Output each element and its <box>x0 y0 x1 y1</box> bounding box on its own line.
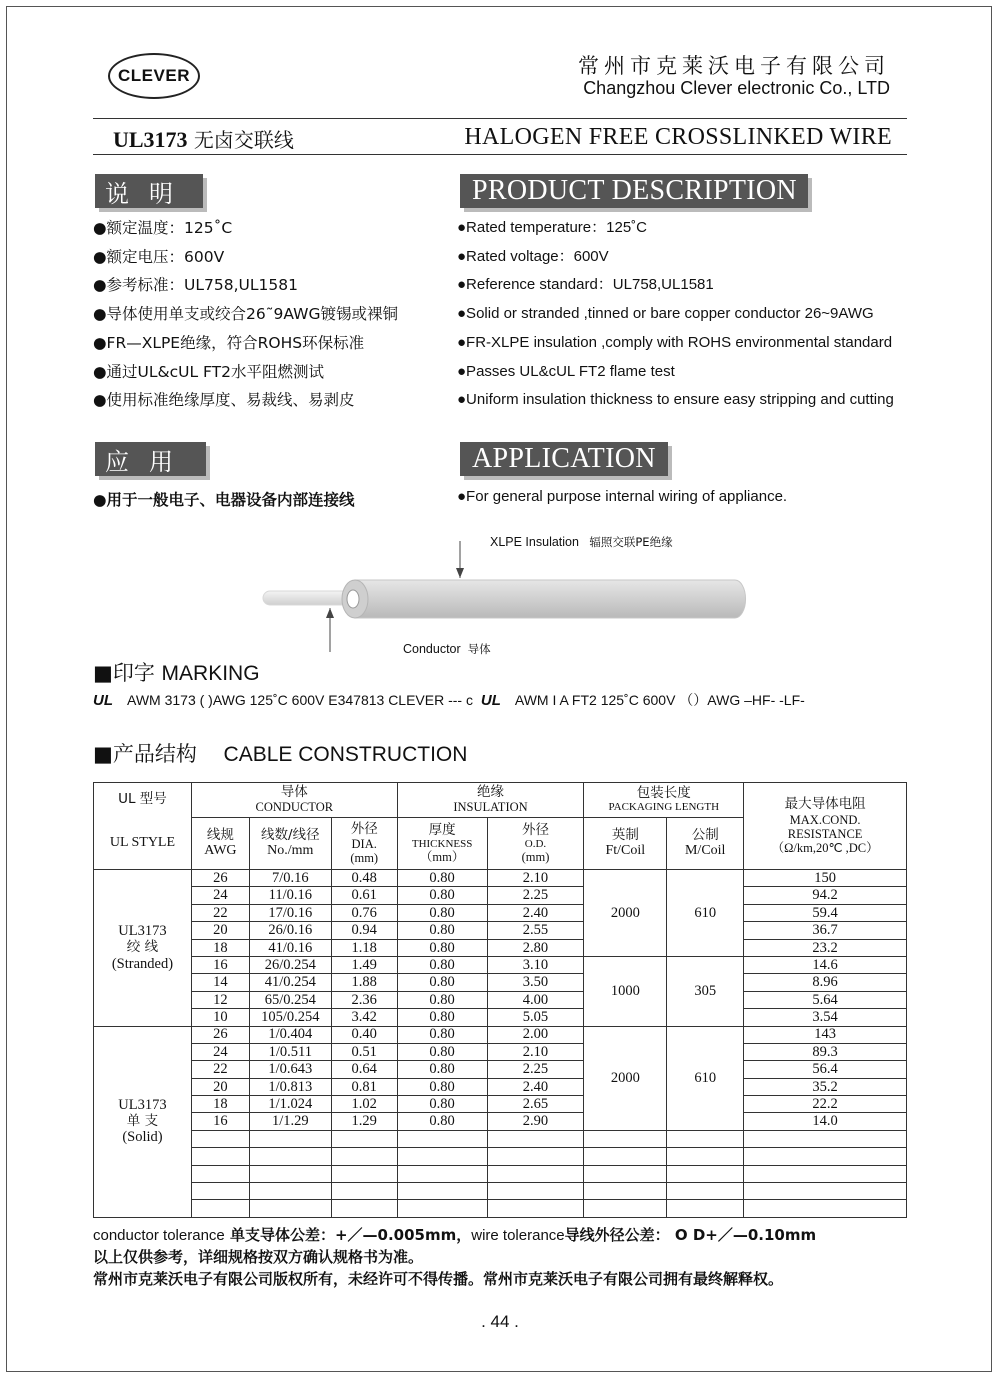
header-thickness-en: THICKNESS <box>411 837 473 850</box>
cell-od: 2.10 <box>487 1043 584 1060</box>
header-insulation-en: INSULATION <box>453 800 528 815</box>
table-row-empty <box>94 1165 907 1182</box>
header-od <box>487 817 584 870</box>
cell-thickness: 0.80 <box>397 1096 487 1113</box>
cell-od: 2.10 <box>487 870 584 887</box>
company-name-cn: 常州市克莱沃电子有限公司 <box>578 54 890 78</box>
cell-strand: 1/0.511 <box>249 1043 331 1060</box>
group-stranded-name2: 绞 线 <box>126 938 159 955</box>
group-solid-name1: UL3173 <box>118 1097 167 1114</box>
cell-resistance: 14.6 <box>744 956 907 973</box>
cell-strand: 65/0.254 <box>249 991 331 1008</box>
cell-dia: 0.64 <box>331 1061 397 1078</box>
reference-note: 以上仅供参考，详细规格按双方确认规格书为准。 <box>93 1248 424 1266</box>
construction-heading <box>93 738 467 768</box>
cell-awg: 18 <box>191 939 249 956</box>
marking-heading-en: MARKING <box>161 662 260 685</box>
conductor-label-cn: 导体 <box>467 642 491 656</box>
cell-awg: 20 <box>191 1078 249 1095</box>
cell-resistance: 3.54 <box>744 1009 907 1026</box>
cell-thickness: 0.80 <box>397 922 487 939</box>
title-cn-text: 无卤交联线 <box>193 128 294 152</box>
cell-resistance: 59.4 <box>744 904 907 921</box>
model-name: UL3173 <box>113 127 188 152</box>
header-rule-top <box>93 118 907 119</box>
cell-strand: 1/1.024 <box>249 1096 331 1113</box>
cell-od: 2.55 <box>487 922 584 939</box>
feature-cn: ●FR—XLPE绝缘，符合ROHS环保标准 <box>93 333 365 352</box>
group-stranded-label <box>94 870 192 1027</box>
tolerance-note-part3: wire tolerance <box>471 1227 565 1244</box>
cell-resistance: 150 <box>744 870 907 887</box>
table-row <box>94 870 907 887</box>
section-heading-application-cn: 应用 <box>95 442 206 476</box>
cell-od: 3.10 <box>487 956 584 973</box>
application-text-cn: ●用于一般电子、电器设备内部连接线 <box>93 491 355 509</box>
table-row-empty <box>94 1183 907 1200</box>
group-stranded-name1: UL3173 <box>118 923 167 940</box>
cell-strand: 1/0.643 <box>249 1061 331 1078</box>
header-resistance-cn: 最大导体电阻 <box>784 796 866 813</box>
features-en <box>457 214 894 415</box>
cell-awg: 20 <box>191 922 249 939</box>
cell-thickness: 0.80 <box>397 974 487 991</box>
table-row <box>94 991 907 1008</box>
header-ft-coil <box>584 817 667 870</box>
cell-resistance: 56.4 <box>744 1061 907 1078</box>
group-solid-name3: (Solid) <box>122 1129 163 1146</box>
cell-ft-coil: 1000 <box>584 956 667 1026</box>
section-heading-description-cn: 说明 <box>95 174 203 208</box>
feature-en: ●Rated voltage：600V <box>457 247 609 265</box>
header-thickness <box>397 817 487 870</box>
conductor-end <box>347 590 359 608</box>
ul-mark-icon: UL <box>480 692 501 709</box>
header-dia-en: DIA. <box>351 836 377 851</box>
cell-strand: 1/0.813 <box>249 1078 331 1095</box>
cell-awg: 16 <box>191 1113 249 1130</box>
cell-awg: 26 <box>191 1026 249 1043</box>
cell-strand: 26/0.16 <box>249 922 331 939</box>
header-dia <box>331 817 397 870</box>
table-row <box>94 1026 907 1043</box>
header-thickness-cn: 厚度 <box>428 821 456 838</box>
product-title-cn <box>113 124 294 153</box>
cell-resistance: 143 <box>744 1026 907 1043</box>
feature-en: ●Rated temperature：125˚C <box>457 219 647 236</box>
construction-heading-cn: ■产品结构 <box>93 742 197 766</box>
header-ul-style: UL STYLE <box>94 817 192 870</box>
header-ul-type <box>94 783 192 818</box>
marking-text <box>93 690 805 710</box>
header-awg-cn: 线规 <box>206 826 234 843</box>
header-awg <box>191 817 249 870</box>
cell-resistance: 36.7 <box>744 922 907 939</box>
header-conductor <box>191 783 397 818</box>
cell-resistance: 22.2 <box>744 1096 907 1113</box>
feature-cn: ●参考标准：UL758,UL1581 <box>93 276 298 295</box>
insulation-label <box>490 534 673 550</box>
tolerance-note-part2: 单支导体公差：+／—0.005mm， <box>224 1226 472 1244</box>
feature-en: ●Passes UL&cUL FT2 flame test <box>457 362 675 380</box>
feature-en: ●Solid or stranded ,tinned or bare copper conductor 26~9AWG <box>457 305 874 323</box>
header-ft-cn: 英制 <box>611 826 639 843</box>
cell-dia: 0.81 <box>331 1078 397 1095</box>
cell-thickness: 0.80 <box>397 1026 487 1043</box>
cell-od: 5.05 <box>487 1009 584 1026</box>
header-ft-en: Ft/Coil <box>605 842 646 858</box>
insulation-arrow <box>456 568 464 578</box>
feature-en: ●FR-XLPE insulation ,comply with ROHS environmental standard <box>457 333 893 351</box>
ul-mark-icon: UL <box>93 692 113 709</box>
cell-awg: 16 <box>191 956 249 973</box>
cell-awg: 18 <box>191 1096 249 1113</box>
company-name-en: Changzhou Clever electronic Co., LTD <box>583 78 890 98</box>
cell-strand: 7/0.16 <box>249 870 331 887</box>
cell-awg: 26 <box>191 870 249 887</box>
header-strand-en: No./mm <box>267 842 314 858</box>
table-row <box>94 1078 907 1095</box>
cell-strand: 105/0.254 <box>249 1009 331 1026</box>
cell-od: 2.40 <box>487 904 584 921</box>
table-row <box>94 1061 907 1078</box>
group-solid-name2: 单 支 <box>126 1112 159 1129</box>
table-row <box>94 974 907 991</box>
cell-strand: 1/1.29 <box>249 1113 331 1130</box>
marking-heading <box>93 657 260 687</box>
cell-dia: 0.61 <box>331 887 397 904</box>
cell-resistance: 23.2 <box>744 939 907 956</box>
table-row-empty <box>94 1130 907 1147</box>
product-title-en: HALOGEN FREE CROSSLINKED WIRE <box>464 124 892 150</box>
cell-dia: 0.51 <box>331 1043 397 1060</box>
header-packaging-cn: 包装长度 <box>636 785 691 802</box>
cell-dia: 0.76 <box>331 904 397 921</box>
feature-cn: ●额定电压：600V <box>93 247 225 266</box>
logo-text: CLEVER <box>118 66 190 85</box>
header-conductor-cn: 导体 <box>280 784 308 801</box>
cell-thickness: 0.80 <box>397 870 487 887</box>
cell-resistance: 8.96 <box>744 974 907 991</box>
table-row <box>94 939 907 956</box>
cell-dia: 3.42 <box>331 1009 397 1026</box>
conductor-label-en: Conductor <box>403 642 461 656</box>
header-ul-type-cn: UL 型号 <box>118 791 167 808</box>
cell-od: 4.00 <box>487 991 584 1008</box>
header-resistance-en2: RESISTANCE <box>787 826 863 841</box>
header-packaging-en: PACKAGING LENGTH <box>608 801 720 814</box>
cell-strand: 17/0.16 <box>249 904 331 921</box>
header-packaging <box>584 783 744 818</box>
cell-m-coil: 305 <box>667 956 744 1026</box>
cell-thickness: 0.80 <box>397 1043 487 1060</box>
marking-heading-cn: ■印字 <box>93 661 155 685</box>
cell-thickness: 0.80 <box>397 991 487 1008</box>
table-row <box>94 922 907 939</box>
insulation-shape <box>355 580 746 618</box>
construction-heading-en: CABLE CONSTRUCTION <box>223 743 468 766</box>
conductor-label <box>403 641 491 657</box>
cell-resistance: 89.3 <box>744 1043 907 1060</box>
insulation-label-cn: 辐照交联PE绝缘 <box>589 535 673 549</box>
cell-dia: 1.18 <box>331 939 397 956</box>
cell-thickness: 0.80 <box>397 1078 487 1095</box>
cell-strand: 41/0.254 <box>249 974 331 991</box>
table-row-empty <box>94 1148 907 1165</box>
cell-awg: 24 <box>191 887 249 904</box>
cell-thickness: 0.80 <box>397 956 487 973</box>
header-insulation-cn: 绝缘 <box>477 784 505 801</box>
cell-resistance: 5.64 <box>744 991 907 1008</box>
table-row <box>94 887 907 904</box>
header-awg-en: AWG <box>204 842 237 858</box>
header-dia-cn: 外径 <box>350 820 378 837</box>
table-row <box>94 1096 907 1113</box>
cell-resistance: 35.2 <box>744 1078 907 1095</box>
section-heading-description-en: PRODUCT DESCRIPTION <box>460 174 808 208</box>
group-solid-label <box>94 1026 192 1217</box>
cell-strand: 26/0.254 <box>249 956 331 973</box>
cell-od: 2.65 <box>487 1096 584 1113</box>
header-rule-bottom <box>93 154 907 155</box>
cell-dia: 0.40 <box>331 1026 397 1043</box>
cell-thickness: 0.80 <box>397 1061 487 1078</box>
feature-cn: ●导体使用单支或绞合26˜9AWG镀锡或裸铜 <box>93 305 398 324</box>
table-row <box>94 904 907 921</box>
cell-dia: 0.94 <box>331 922 397 939</box>
feature-en: ●Reference standard：UL758,UL1581 <box>457 276 714 294</box>
header-resistance-en1: MAX.COND. <box>789 812 861 827</box>
cell-m-coil: 610 <box>667 870 744 957</box>
cell-awg: 22 <box>191 904 249 921</box>
conductor-arrow <box>326 608 334 618</box>
cell-resistance: 94.2 <box>744 887 907 904</box>
header-resistance <box>744 783 907 870</box>
section-heading-application-en: APPLICATION <box>460 442 668 476</box>
features-cn <box>93 214 398 415</box>
cell-dia: 1.02 <box>331 1096 397 1113</box>
feature-cn: ●使用标准绝缘厚度、易裁线、易剥皮 <box>93 391 355 410</box>
table-row <box>94 1009 907 1026</box>
header-strand <box>249 817 331 870</box>
cell-strand: 41/0.16 <box>249 939 331 956</box>
header-strand-cn: 线数/线径 <box>261 826 320 843</box>
tolerance-note-part4: 导线外径公差： O D+／—0.10mm <box>564 1226 817 1244</box>
cell-dia: 1.88 <box>331 974 397 991</box>
application-text-en: ●For general purpose internal wiring of appliance. <box>457 488 788 505</box>
table-row-empty <box>94 1200 907 1217</box>
cell-dia: 1.49 <box>331 956 397 973</box>
cell-awg: 14 <box>191 974 249 991</box>
table-row <box>94 1113 907 1130</box>
header-od-cn: 外径 <box>521 821 549 838</box>
cell-thickness: 0.80 <box>397 1009 487 1026</box>
cell-od: 2.40 <box>487 1078 584 1095</box>
tolerance-note-part1: conductor tolerance <box>93 1227 225 1244</box>
feature-cn: ●额定温度：125˚C <box>93 219 233 237</box>
page-number: . 44 . <box>481 1312 519 1331</box>
cell-thickness: 0.80 <box>397 939 487 956</box>
header-m-en: M/Coil <box>684 842 726 858</box>
cell-ft-coil: 2000 <box>584 870 667 957</box>
cell-strand: 1/0.404 <box>249 1026 331 1043</box>
cell-thickness: 0.80 <box>397 887 487 904</box>
header-od-unit: (mm) <box>521 849 550 864</box>
cell-resistance: 14.0 <box>744 1113 907 1130</box>
cell-awg: 24 <box>191 1043 249 1060</box>
header-resistance-unit: （Ω/km,20℃ ,DC） <box>771 840 879 855</box>
cell-awg: 22 <box>191 1061 249 1078</box>
cell-dia: 2.36 <box>331 991 397 1008</box>
cell-od: 2.25 <box>487 887 584 904</box>
cell-ft-coil: 2000 <box>584 1026 667 1130</box>
header-insulation <box>397 783 584 818</box>
header-dia-unit: (mm) <box>350 850 379 865</box>
insulation-label-en: XLPE Insulation <box>490 535 579 549</box>
header-od-en: O.D. <box>524 837 547 850</box>
marking-line-2: AWM I A FT2 125˚C 600V （）AWG –HF- -LF- <box>514 692 805 708</box>
tolerance-note <box>93 1224 816 1245</box>
cell-dia: 0.48 <box>331 870 397 887</box>
cell-thickness: 0.80 <box>397 1113 487 1130</box>
copyright-note: 常州市克莱沃电子有限公司版权所有，未经许可不得传播。常州市克莱沃电子有限公司拥有最终解释权。 <box>93 1270 784 1288</box>
header-m-cn: 公制 <box>691 826 719 843</box>
header-m-coil <box>667 817 744 870</box>
table-row <box>94 1043 907 1060</box>
cell-od: 2.90 <box>487 1113 584 1130</box>
feature-cn: ●通过UL&cUL FT2水平阻燃测试 <box>93 362 324 381</box>
feature-en: ●Uniform insulation thickness to ensure easy stripping and cutting <box>457 391 894 409</box>
cell-od: 2.25 <box>487 1061 584 1078</box>
cell-thickness: 0.80 <box>397 904 487 921</box>
cell-od: 2.00 <box>487 1026 584 1043</box>
cable-construction-table <box>93 782 907 1218</box>
cell-dia: 1.29 <box>331 1113 397 1130</box>
header-conductor-en: CONDUCTOR <box>255 800 334 815</box>
cell-awg: 10 <box>191 1009 249 1026</box>
cell-awg: 12 <box>191 991 249 1008</box>
clever-logo <box>108 53 200 99</box>
header-thickness-unit: （mm） <box>419 849 465 864</box>
cell-od: 2.80 <box>487 939 584 956</box>
table-header-row <box>94 783 907 818</box>
table-row <box>94 956 907 973</box>
group-stranded-name3: (Stranded) <box>111 955 174 972</box>
cell-m-coil: 610 <box>667 1026 744 1130</box>
cell-od: 3.50 <box>487 974 584 991</box>
marking-line-1: AWM 3173 ( )AWG 125˚C 600V E347813 CLEVER --- c <box>127 692 473 708</box>
cell-strand: 11/0.16 <box>249 887 331 904</box>
